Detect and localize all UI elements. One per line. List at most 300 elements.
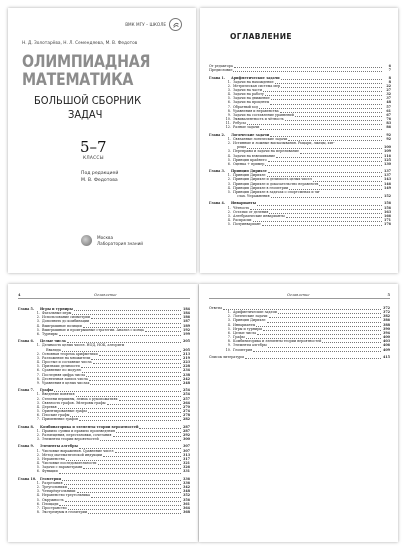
toc-row-title: Геометрия xyxy=(40,476,62,481)
toc-row-prefix: 3. xyxy=(227,318,231,323)
toc-row-prefix: 11. xyxy=(225,121,231,126)
toc-row-prefix: 4. xyxy=(227,218,231,223)
toc-row-title: Числовые последовательности xyxy=(42,461,97,466)
toc-row-title: Графы xyxy=(40,388,54,393)
toc-row-page: 406 xyxy=(383,343,390,348)
toc-row-page: 336 xyxy=(183,480,190,485)
toc-row-page: 7 xyxy=(388,68,391,73)
toc-row-page: 326 xyxy=(183,465,190,470)
toc-row-page: 388 xyxy=(383,322,390,327)
toc-row-title: Инварианты xyxy=(231,201,256,206)
toc-row-page: 156 xyxy=(384,201,391,206)
toc-row-prefix: 3. xyxy=(227,181,231,186)
toc-row-title: Деревья xyxy=(42,404,57,409)
toc-row-prefix: 6. xyxy=(36,413,40,418)
toc-row xyxy=(18,417,190,421)
toc-row-page: 364 xyxy=(183,505,190,510)
toc-row-title: Задачи на нахождение xyxy=(233,79,274,84)
toc-row-page: 234 xyxy=(183,368,190,373)
toc-row-title: Уравнения и неравенства xyxy=(233,108,279,113)
toc-row-page: 6 xyxy=(388,64,391,68)
toc-row-page: 137 xyxy=(384,173,391,178)
toc-row-page: 270 xyxy=(183,404,190,409)
toc-row-title: Арифметические задачи xyxy=(231,75,280,80)
toc-row-prefix: 3. xyxy=(36,456,40,461)
toc-row-prefix: Глава 9. xyxy=(18,444,34,449)
toc-row-prefix: 5. xyxy=(227,157,231,162)
toc-row-title: Графы xyxy=(233,335,245,340)
toc-leader-dots xyxy=(253,348,381,352)
toc-row-prefix: 4. xyxy=(36,360,40,365)
toc-row-page: 205 xyxy=(183,339,190,344)
toc-row-title: Размещения, перестановки, сочетания xyxy=(42,432,112,437)
toc-row-title: Связность графов. Эйлеровы графы xyxy=(42,400,106,405)
toc-row-page: 130 xyxy=(384,161,391,166)
toc-row-prefix: 5. xyxy=(227,96,231,101)
toc-page-5 xyxy=(199,284,398,542)
toc-row-page: 32 xyxy=(386,92,391,97)
toc-row-prefix: 6. xyxy=(36,368,40,373)
toc-row-prefix: Глава 8. xyxy=(18,424,34,429)
toc-row-title: Целые числа xyxy=(233,330,257,335)
toc-row-title: Логические задачи xyxy=(231,132,270,137)
toc-row-page: 156 xyxy=(384,205,391,210)
toc-row xyxy=(18,381,190,385)
toc-row xyxy=(18,510,190,514)
toc-row-page: 163 xyxy=(384,209,391,214)
toc-row-page: 331 xyxy=(183,469,190,474)
toc-row-page: 292 xyxy=(183,432,190,437)
running-head xyxy=(18,293,190,299)
toc-row-title: От редактора xyxy=(209,64,233,68)
toc-row xyxy=(18,332,190,336)
toc-row-page: 386 xyxy=(383,318,390,323)
toc-row-title: Плоские графы xyxy=(42,413,70,418)
toc-row-page: 287 xyxy=(183,428,190,433)
toc-row-title: Элементы алгебры xyxy=(233,343,267,348)
toc-row-page: 187 xyxy=(183,319,190,324)
toc-row-title: Разрезания xyxy=(42,480,63,485)
toc-row-prefix: 3. xyxy=(36,489,40,494)
toc-row-prefix: 2. xyxy=(227,141,231,146)
toc-row-title: Уравнения в целых числах xyxy=(42,380,90,385)
toc-row-prefix: 5. xyxy=(36,408,40,413)
toc-row-prefix: 1. xyxy=(227,310,231,315)
toc-row-title: Пространство xyxy=(42,505,67,510)
toc-row-prefix: 5. xyxy=(36,465,40,470)
toc-row-title: Площади xyxy=(42,501,59,506)
toc-row-page: 394 xyxy=(383,330,390,335)
toc-row-title: Простые и составные числа xyxy=(42,360,92,365)
toc-row-prefix: 1. xyxy=(227,173,231,178)
toc-row-page: 287 xyxy=(183,424,190,429)
toc-row-title: Логические задачи xyxy=(233,314,268,319)
toc-row-page: 372 xyxy=(383,306,390,310)
toc-row-prefix: 4. xyxy=(36,493,40,498)
cover-grade-label: КЛАССЫ xyxy=(83,156,104,161)
toc-row-page: 403 xyxy=(383,339,390,344)
toc-leader-dots xyxy=(79,417,181,421)
toc-row-prefix: 5. xyxy=(227,222,231,227)
toc-row xyxy=(209,222,391,226)
toc-row-prefix: 8. xyxy=(227,108,231,113)
toc-row-prefix: 10. xyxy=(225,347,231,352)
toc-row-title: Элементы теории вероятностей xyxy=(42,437,99,442)
toc-row-prefix: 7. xyxy=(227,335,231,340)
toc-row-title: Делимость целых чисел. НОД, НОК, алгоритм xyxy=(42,343,125,348)
toc-row-prefix: 1. xyxy=(36,343,40,348)
toc-row-prefix: 5. xyxy=(227,326,231,331)
toc-row-title: Остатки от деления xyxy=(233,209,269,214)
toc-row-title: Комбинаторика и элементы теории вероятностей xyxy=(40,424,139,429)
toc-row-page: 352 xyxy=(183,493,190,498)
toc-row-page: 57 xyxy=(386,104,391,109)
toc-row-prefix: 6. xyxy=(227,100,231,105)
toc-row-title: Выигрышные позиции xyxy=(42,323,82,328)
toc-row-title: Окружность xyxy=(42,497,64,502)
toc-row xyxy=(209,125,391,129)
cover-subtitle-line1: БОЛЬШОЙ СБОРНИК xyxy=(34,94,142,107)
toc-row-page: 248 xyxy=(183,380,190,385)
cover-grade: 5–7 xyxy=(80,138,107,156)
toc-page-4 xyxy=(8,284,198,542)
toc-row-prefix: 5. xyxy=(36,497,40,502)
toc-row-title: Использование симметрии xyxy=(42,315,90,320)
toc-row-prefix: 1. xyxy=(36,448,40,453)
toc-row-page: 382 xyxy=(383,314,390,319)
toc-page-1 xyxy=(200,8,398,273)
toc-row-page: 264 xyxy=(183,400,190,405)
toc-row-prefix: 3. xyxy=(36,319,40,324)
toc-row-page: 184 xyxy=(183,307,190,311)
toc-row-title: слах. Упражнения xyxy=(237,194,270,199)
toc-row-title: Основная теорема арифметики xyxy=(42,351,98,356)
toc-row-page: 415 xyxy=(383,354,390,359)
toc-row-prefix: 9. xyxy=(227,112,231,117)
page-number: 5 xyxy=(387,293,390,297)
toc-row-page: 22 xyxy=(386,83,391,88)
toc-row-prefix: 1. xyxy=(227,79,231,84)
toc-row-page: 313 xyxy=(183,452,190,457)
toc-row-title: Последняя цифра числа xyxy=(42,372,86,377)
toc-row-prefix: 3. xyxy=(227,213,231,218)
toc-row-prefix: Глава 2. xyxy=(209,132,225,137)
toc-row-title: Принцип Дирихле и доказательство неравенств xyxy=(233,181,319,186)
toc-row-title: Четырёхугольники xyxy=(42,489,76,494)
toc-row-prefix: 5. xyxy=(36,327,40,332)
toc-row-title: Комбинаторика и элементы теории вероятностей xyxy=(233,339,322,344)
toc-row-page: 152 xyxy=(384,194,391,199)
toc-row-page: 92 xyxy=(386,136,391,141)
toc-row-prefix: 7. xyxy=(36,372,40,377)
toc-row-title: Выигрышные и проигрышные стратегии. Анализ с конца xyxy=(42,327,144,332)
toc-row-prefix: 2. xyxy=(36,351,40,356)
toc-row-prefix: 1. xyxy=(36,392,40,397)
toc-row-title: Арифметические задачи xyxy=(233,310,277,315)
toc-row-title: Задачи на движение xyxy=(233,96,270,101)
toc-row-prefix: Глава 3. xyxy=(209,169,225,174)
cover-publisher-name: Лаборатория знаний xyxy=(97,241,144,246)
toc-row-prefix: 4. xyxy=(227,153,231,158)
toc-row-page: 100 xyxy=(384,145,391,150)
toc-row-title: Раскраски xyxy=(233,218,252,223)
toc-leader-dots xyxy=(59,470,181,474)
toc-row-page: 213 xyxy=(183,351,190,356)
toc-row-title: Задачи на проценты xyxy=(233,100,270,105)
toc-row-prefix: 2. xyxy=(36,432,40,437)
toc-row-page: 189 xyxy=(183,323,190,328)
toc-row-title: Дополнить до комбинации xyxy=(42,319,90,324)
toc-row-prefix: 4. xyxy=(227,185,231,190)
cover-editor-line1: Под редакцией xyxy=(81,171,119,176)
toc-row-prefix: 6. xyxy=(36,331,40,336)
toc-row-prefix: 4. xyxy=(227,92,231,97)
cover-editor-line2: М. В. Федотова xyxy=(81,178,118,183)
toc-top-row xyxy=(209,355,390,359)
toc-row-page: 274 xyxy=(183,408,190,413)
toc-row-prefix: 2. xyxy=(227,209,231,214)
toc-row-prefix: 8. xyxy=(36,376,40,381)
publisher-label: ВМК МГУ – ШКОЛЕ xyxy=(125,22,166,27)
cover-subtitle-line2: ЗАДАЧ xyxy=(68,108,103,121)
toc-row-title: Алгебраические инварианты xyxy=(233,213,285,218)
toc-row-prefix: 7. xyxy=(227,104,231,109)
toc-row-prefix: 5. xyxy=(227,189,231,194)
toc-row-title: Принцип крайнего xyxy=(233,157,267,162)
toc-leader-dots xyxy=(265,162,382,166)
toc-row-page: 83 xyxy=(386,121,391,126)
toc-row-page: 356 xyxy=(183,497,190,502)
toc-row-prefix: 3. xyxy=(36,400,40,405)
running-head-title: Оглавление xyxy=(94,293,117,297)
toc-list xyxy=(209,306,390,359)
toc-row-title: Игры и турниры xyxy=(233,326,263,331)
toc-row-prefix: 1. xyxy=(227,205,231,210)
toc-row xyxy=(18,469,190,473)
toc-row-page: 76 xyxy=(386,117,391,122)
toc-row-prefix: 2. xyxy=(227,177,231,182)
toc-row-page: 254 xyxy=(183,392,190,397)
running-head-title: Оглавление xyxy=(286,293,310,297)
toc-row-prefix: 1. xyxy=(36,311,40,316)
toc-row-title: Задачи на части xyxy=(233,87,263,92)
publisher-mark xyxy=(125,18,182,31)
toc-row-prefix: 10. xyxy=(225,117,231,122)
toc-row-title: Треугольники xyxy=(42,485,67,490)
toc-row-title: Принцип Дирихле и делимость целых чисел xyxy=(233,177,312,182)
cover-city: Москва xyxy=(97,235,114,240)
toc-row-page: 116 xyxy=(384,153,391,158)
toc-row-title: Введение понятия xyxy=(42,392,75,397)
toc-row-title: Разложение на множители xyxy=(42,355,91,360)
toc-row-page: 199 xyxy=(183,331,190,336)
toc-row-page: 176 xyxy=(384,222,391,227)
toc-row-title: Метрическая система мер xyxy=(233,83,281,88)
toc-row-prefix: 3. xyxy=(227,87,231,92)
toc-row-prefix: 6. xyxy=(36,501,40,506)
toc-row xyxy=(209,348,390,352)
toc-row-title: Задачи на взвешивание xyxy=(233,153,276,158)
toc-row-title: Игры и турниры xyxy=(40,307,73,311)
cover-title-line2: МАТЕМАТИКА xyxy=(22,70,134,89)
toc-row-prefix: 2. xyxy=(36,452,40,457)
toc-row-prefix: 5. xyxy=(36,364,40,369)
toc-row-prefix: 4. xyxy=(227,322,231,327)
toc-row-prefix: 4. xyxy=(36,461,40,466)
toc-row-page: 257 xyxy=(183,396,190,401)
toc-row-title: Метод математической индукции xyxy=(42,452,103,457)
toc-leader-dots xyxy=(88,510,181,514)
toc-row-prefix: 2. xyxy=(36,396,40,401)
toc-row-prefix: 1. xyxy=(227,136,231,141)
toc-row-prefix: 3. xyxy=(36,355,40,360)
toc-leader-dots xyxy=(59,332,181,336)
toc-row-title: Разные задачи xyxy=(233,125,260,130)
toc-leader-dots xyxy=(233,68,382,72)
toc-heading: ОГЛАВЛЕНИЕ xyxy=(230,32,292,41)
toc-row-prefix: Глава 4. xyxy=(209,201,225,206)
toc-row-page: 8 xyxy=(388,79,391,84)
page-number: 4 xyxy=(18,293,21,297)
toc-row-prefix: Глава 10. xyxy=(18,476,37,481)
toc-row-title: Оценка + пример xyxy=(233,161,265,166)
toc-row-page: 307 xyxy=(183,444,190,449)
toc-row-page: 171 xyxy=(384,218,391,223)
toc-row-title: Эквивалентность и чётность xyxy=(233,117,284,122)
toc-row-prefix: 6. xyxy=(227,161,231,166)
toc-row-title: Геометрия xyxy=(233,347,253,352)
toc-row-page: 205 xyxy=(183,347,190,352)
toc-leader-dots xyxy=(271,194,382,198)
cover-title-line1: ОЛИМПИАДНАЯ xyxy=(22,52,151,71)
toc-row-page: 149 xyxy=(384,185,391,190)
toc-row-page: 307 xyxy=(183,448,190,453)
toc-row-page: 146 xyxy=(384,181,391,186)
toc-leader-dots xyxy=(262,222,382,226)
toc-row-page: 48 xyxy=(386,100,391,105)
toc-row xyxy=(18,437,190,441)
toc-row-title: Переправы и задачи на переливание xyxy=(233,149,299,154)
toc-row-prefix: 2. xyxy=(227,314,231,319)
toc-row-page: 37 xyxy=(386,96,391,101)
toc-row-page: 317 xyxy=(183,456,190,461)
toc-row-title: рецы xyxy=(237,145,246,150)
toc-leader-dots xyxy=(100,437,181,441)
toc-row-title: Принцип Дирихле в геометрии xyxy=(233,185,289,190)
toc-row-title: Принцип Дирихле xyxy=(233,173,266,178)
toc-row-title: Принцип Дирихле xyxy=(233,318,266,323)
toc-row-page: 27 xyxy=(386,87,391,92)
toc-row-title: Связанные логические задачи xyxy=(233,136,288,141)
toc-row xyxy=(209,162,391,166)
toc-row-page: 361 xyxy=(183,501,190,506)
toc-row-prefix: 9. xyxy=(36,380,40,385)
toc-list xyxy=(18,307,190,514)
toc-row-page: 409 xyxy=(383,347,390,352)
toc-row-title: Фатальные игры xyxy=(42,311,72,316)
toc-row-prefix: 8. xyxy=(36,509,40,514)
toc-row-title: Принцип Дирихле в задачах о спортсменах и чи- xyxy=(233,189,321,194)
toc-row-page: 368 xyxy=(183,509,190,514)
toc-row-title: Применение графов xyxy=(42,417,78,422)
toc-row-page: 143 xyxy=(384,177,391,182)
toc-row-page: 92 xyxy=(386,132,391,137)
toc-row-prefix: 9. xyxy=(227,343,231,348)
toc-row-title: Полуинвариант xyxy=(233,222,261,227)
toc-row-prefix: 1. xyxy=(36,428,40,433)
toc-row-page: 336 xyxy=(183,476,190,481)
toc-row-page: 390 xyxy=(383,326,390,331)
toc-list xyxy=(209,64,391,226)
toc-row-page: 219 xyxy=(183,355,190,360)
toc-row-title: Неравенство треугольника xyxy=(42,493,90,498)
toc-row-title: Ответы xyxy=(209,306,222,310)
toc-row xyxy=(209,194,391,198)
toc-row-prefix: 3. xyxy=(36,437,40,442)
toc-row-title: Функции xyxy=(42,469,58,474)
toc-row-title: Степени вершины, лемма о рукопожатиях xyxy=(42,396,118,401)
publisher-logo-icon xyxy=(169,18,182,31)
toc-top-row xyxy=(209,68,391,72)
toc-row-page: 254 xyxy=(183,388,190,393)
toc-row-page: 223 xyxy=(183,360,190,365)
toc-row-page: 300 xyxy=(183,437,190,442)
toc-row-title: Ориентированные графы xyxy=(42,408,87,413)
toc-row-title: Правило суммы и правило произведения xyxy=(42,428,115,433)
lab-logo-icon xyxy=(81,235,92,246)
toc-row-page: 125 xyxy=(384,157,391,162)
toc-row-title: Числовые выражения. Сравнение чисел xyxy=(42,448,114,453)
toc-row-prefix: 4. xyxy=(36,323,40,328)
toc-row-prefix: 8. xyxy=(227,339,231,344)
toc-row-page: 137 xyxy=(384,169,391,174)
toc-row-prefix: Глава 1. xyxy=(209,75,225,80)
toc-row-title: Целые числа xyxy=(40,339,66,344)
toc-row-prefix: 7. xyxy=(36,417,40,422)
cover-authors: Н. Д. Золотарёва, Н. Л. Семендяева, М. В. Федотов xyxy=(22,41,138,46)
toc-row-prefix: 7. xyxy=(36,505,40,510)
toc-row-title: Чётность xyxy=(233,205,250,210)
toc-row-title: Элементы алгебры xyxy=(40,444,78,449)
toc-row-title: Евклида xyxy=(46,347,61,352)
toc-row-title: Турниры xyxy=(42,331,58,336)
toc-row-title: Принцип Дирихле xyxy=(231,169,267,174)
toc-row-title: Десятичная запись числа xyxy=(42,376,88,381)
toc-row-page: 166 xyxy=(384,213,391,218)
toc-row-page: 282 xyxy=(183,417,190,422)
toc-row-title: Задачи с параметрами xyxy=(42,465,83,470)
toc-row-title: Признаки делимости xyxy=(42,364,80,369)
toc-row-page: 61 xyxy=(386,108,391,113)
toc-row-page: 278 xyxy=(183,413,190,418)
toc-leader-dots xyxy=(245,355,381,359)
toc-row-title: Задачи на работу xyxy=(233,92,264,97)
running-head xyxy=(209,293,390,299)
toc-row-page: 186 xyxy=(183,315,190,320)
toc-row-title: Инварианты xyxy=(233,322,256,327)
toc-row-page: 192 xyxy=(183,327,190,332)
toc-row-page: 321 xyxy=(183,461,190,466)
toc-row-page: 342 xyxy=(183,485,190,490)
toc-row-title: Обратный ход xyxy=(233,104,258,109)
toc-row-page: 372 xyxy=(383,310,390,315)
toc-row-title: Список литературы xyxy=(209,354,244,359)
toc-row-prefix: 6. xyxy=(36,469,40,474)
toc-row-page: 242 xyxy=(183,376,190,381)
toc-row-prefix: 1. xyxy=(36,480,40,485)
toc-row-page: 238 xyxy=(183,372,190,377)
toc-row-prefix: 2. xyxy=(36,315,40,320)
